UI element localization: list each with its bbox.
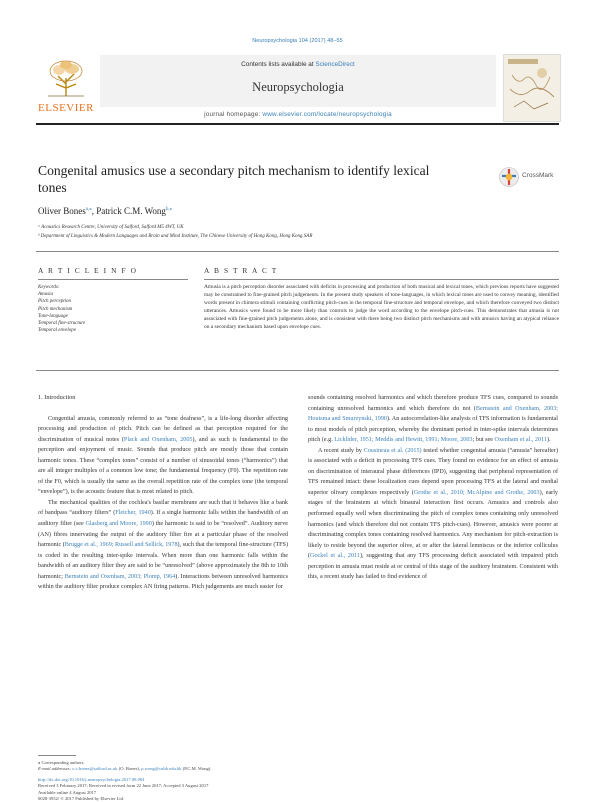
citation-link[interactable]: Bernstein and Oxenham, 2003; Plomp, 1964 <box>64 573 176 580</box>
paragraph-text: ). Interactions between unresolved harmonics within the auditory filter produce complex AN firing patterns. Pitch judgements are much easier for <box>38 573 289 591</box>
paragraph-text: Congenital amusia, commonly referred to as “tone deafness”, is a life-long disorder affecting processing and production of pitch. Pitch can be defined as that perception required for the discrimination of musical notes ( <box>38 415 288 443</box>
body-column-left <box>38 393 288 593</box>
paragraph-text: sounds containing resolved harmonics and which therefore produce TFS cues, compared to sounds containing unresolved harmonics and which therefore do not ( <box>308 395 558 412</box>
contents-prefix: Contents lists available at <box>241 61 316 68</box>
abstract-heading: A B S T R A C T <box>204 266 278 275</box>
paragraph-text: tested whether congenital amusia (“amusia” hereafter) is associated with a deficit in processing TFS cues. They found no evidence for an effect of amusia on discrimination of interaural phase differences (IPD), suggesting that peripheral representation of TFS remained intact: these localization cues depend upon processing TFS at the lateral and medial superior olivary complexes respectively ( <box>308 447 558 496</box>
citation-link[interactable]: Glasberg and Moore, 1990 <box>85 521 152 528</box>
journal-homepage-line <box>100 111 496 118</box>
publisher-logo[interactable] <box>36 54 96 119</box>
homepage-link[interactable]: www.elsevier.com/locate/neuropsychologia <box>262 111 392 118</box>
sciencedirect-link[interactable]: ScienceDirect <box>315 61 355 68</box>
journal-cover-thumbnail[interactable] <box>503 54 561 122</box>
copyright-line: 0028-3932/ © 2017 Published by Elsevier Ltd. <box>38 796 125 802</box>
paragraph-text: A recent study by <box>318 447 364 454</box>
email-link[interactable]: p.wong@cuhk.edu.hk <box>141 766 182 772</box>
contents-line <box>100 61 496 68</box>
header-rule <box>36 123 559 125</box>
email-link[interactable]: o.c.bones@salford.ac.uk <box>72 766 118 772</box>
citation-link[interactable]: Brugge et al., 1969; Russell and Sellick, 1978 <box>64 542 178 549</box>
abstract-text: Amusia is a pitch perception disorder associated with deficits in processing and production of both musical and lexical tones, which previous reports have suggested may be constrained to fine-grained pitch judgements. In the present study speakers of tone-languages, in which lexical tones are used to convey meaning, identified words present in chimera stimuli containing conflicting pitch-cues in the temporal fine-structure and temporal envelope, and which therefore conveyed two distinct utterances. Amusics were found to be more likely than controls to judge the word according to the envelope pitch-cues. This demonstrates that amusia is not associated with fine-grained pitch judgements alone, and is consistent with there being two distinct pitch mechanisms and with amusics having an atypical reliance on a secondary mechanism based upon envelope cues. <box>204 284 559 330</box>
body-column-right <box>308 393 558 583</box>
divider <box>36 251 559 252</box>
affiliation: ᵃ Acoustics Research Centre, University of Salford, Salford M5 4WT, UK <box>38 225 184 230</box>
keyword: Amusia <box>38 292 53 298</box>
citation-link[interactable]: Fletcher, 1940 <box>115 510 151 517</box>
journal-name: Neuropsychologia <box>252 80 344 94</box>
keyword: Pitch mechanism <box>38 306 73 312</box>
citation-link[interactable]: Oxenham et al., 2011 <box>494 437 547 444</box>
corresponding-note: ⁎ Corresponding authors. <box>38 760 85 765</box>
email-note: (P.C.M. Wong). <box>181 766 212 772</box>
paragraph <box>38 498 288 593</box>
received-line: Received 3 February 2017; Received in revised form 22 June 2017; Accepted 3 August 2017 <box>38 783 209 789</box>
section-heading: 1. Introduction <box>38 394 76 401</box>
paragraph-text: ), and as such is fundamental to the perception and enjoyment of music. Sounds that produce pitch are mostly those that contain harmonic tones. These “complex tones” consist of a number of sinusoidal tones (“harmonics”) that are all integer multiples of a common low tone; the fundamental frequency (F0). The repetition rate of the F0, which is usually the same as the overall repetition rate of the complex tone (the temporal “envelope”), is the acoustic feature that is most related to pitch. <box>38 436 288 496</box>
cover-thumbnail-icon <box>504 55 560 121</box>
paragraph-text: ), suggesting that any TFS processing deficit associated with impaired pitch perception in amusia must reside at or central of this stage of the auditory brainstem. Consistent with this, a recent study has failed to find evidence of <box>308 553 559 581</box>
footnote-rule <box>38 755 76 756</box>
paragraph <box>308 446 558 583</box>
paragraph-text: ). If a single harmonic falls within the bandwidth of an auditory filter (see <box>38 510 288 528</box>
author-marks[interactable]: b,⁎ <box>165 207 173 212</box>
keyword: Temporal envelope <box>38 328 77 334</box>
author-name: Patrick C.M. Wong <box>96 206 166 216</box>
email-note: (O. Bones), <box>117 766 142 772</box>
paragraph-text: ) the harmonic is said to be “resolved”. Auditory nerve (AN) fibres innervating the output of the auditory filter fire at a particular phase of the resolved harmonic ( <box>38 521 289 549</box>
paragraph <box>308 393 558 446</box>
doi-link[interactable]: http://dx.doi.org/10.1016/j.neuropsychologia.2017.08.004 <box>38 776 145 782</box>
citation-link[interactable]: Grothe et al., 2010; McAlpine and Grothe, 2003 <box>413 489 540 496</box>
paragraph-text: ), early stages of the brainstem at which binaural interaction first occurs. Amusics and controls also performed equally well when discriminating the pitch of complex tones containing only unresolved harmonics (and which therefore did not contain TFS pitch-cues). However, amusics were poorer at discriminating complex tones containing resolved harmonics. Any mechanism for pitch-extraction is likely to reside beyond the superior olive, at or after the lateral lemniscus or the inferior colliculus ( <box>308 489 559 560</box>
paragraph <box>38 414 288 498</box>
article-title: Congenital amusics use a secondary pitch mechanism to identify lexical tones <box>38 163 430 195</box>
citation-link[interactable]: Plack and Oxenham, 2005 <box>123 436 193 443</box>
article-info-heading: A R T I C L E I N F O <box>38 266 138 275</box>
author-name: Oliver Bones <box>38 206 86 216</box>
divider <box>38 279 188 280</box>
keyword: Pitch perception <box>38 299 71 305</box>
crossmark-label: CrossMark <box>522 172 554 179</box>
author-separator: , <box>91 206 97 216</box>
divider <box>36 370 559 371</box>
available-line: Available online 4 August 2017 <box>38 789 97 795</box>
citation-link[interactable]: Bernstein and Oxenham, 2003; Houtsma and Smurzynski, 1990 <box>308 405 558 423</box>
elsevier-tree-icon <box>42 58 90 98</box>
paragraph-text: The mechanical qualities of the cochlea's basilar membrane are such that it behaves like a bank of bandpass “auditory filters” ( <box>38 499 288 517</box>
author-list <box>38 206 172 216</box>
citation-link[interactable]: Licklider, 1951; Meddis and Hewitt, 1991; Moore, 2003 <box>334 437 473 444</box>
citation-link[interactable]: Gockel et al., 2011 <box>310 553 360 560</box>
paragraph-text: ). An autocorrelation-like analysis of TFS information is fundamental to most models of pitch perception, whereby the dominant period in inter-spike intervals determines pitch (e.g. <box>308 416 558 444</box>
affiliation: ᵇ Department of Linguistics & Modern Languages and Brain and Mind Institute, The Chinese University of Hong Kong, Hong Kong SAR <box>38 234 313 239</box>
publisher-name: ELSEVIER <box>38 102 94 114</box>
paragraph-text: ), such that the temporal fine-structure (TFS) is coded in the resulting inter-spike intervals. When more than one harmonic falls within the bandwidth of an auditory filter they are said to be “unresolved” (above approximately the 8th to 10th harmonic; <box>38 542 288 580</box>
citation-line[interactable]: Neuropsychologia 104 (2017) 48–55 <box>252 38 343 44</box>
journal-banner <box>100 55 496 107</box>
author-marks[interactable]: a,⁎ <box>85 207 92 212</box>
keywords-block <box>38 284 188 334</box>
homepage-prefix: journal homepage: <box>204 111 263 118</box>
email-label: E-mail addresses: <box>38 766 73 772</box>
keyword: Tone-language <box>38 313 68 319</box>
paragraph-text: ). <box>546 437 551 444</box>
divider <box>204 279 559 280</box>
paragraph-text: ; but see <box>472 437 495 444</box>
citation-link[interactable]: Cousineau et al. (2015) <box>363 447 422 454</box>
keywords-label: Keywords: <box>38 285 60 290</box>
keyword: Temporal fine-structure <box>38 321 86 327</box>
footnotes <box>38 760 338 802</box>
crossmark-badge[interactable] <box>498 166 560 188</box>
